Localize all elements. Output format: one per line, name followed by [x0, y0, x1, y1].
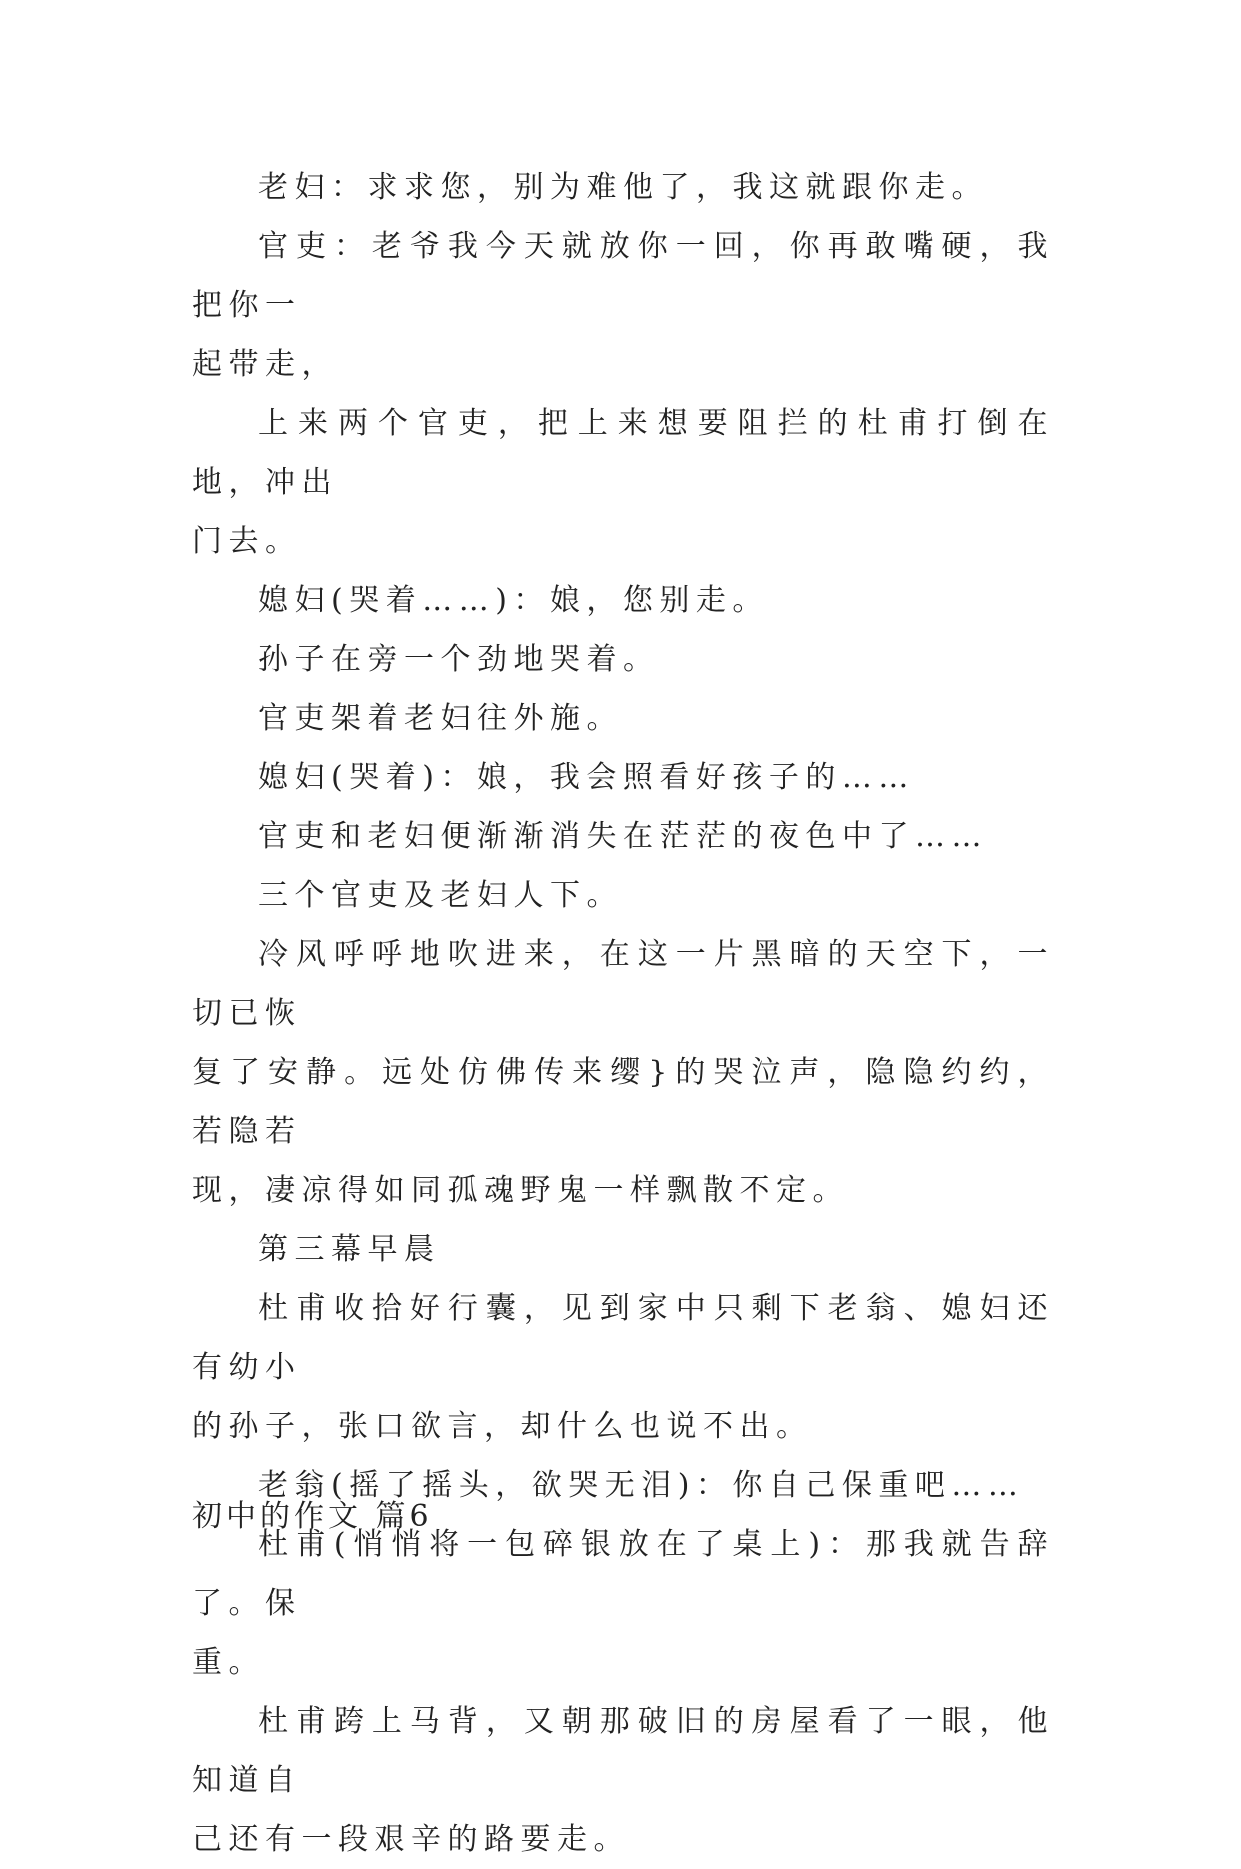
paragraph — [192, 925, 1054, 1220]
paragraph — [192, 630, 1054, 689]
text-line: 官吏架着老妇往外施。 — [258, 701, 623, 736]
paragraph — [192, 1515, 1054, 1692]
text-line: 老翁(摇了摇头，欲哭无泪)：你自己保重吧…… — [258, 1468, 1025, 1503]
paragraph — [192, 689, 1054, 748]
act-heading — [192, 1220, 1054, 1279]
text-line: 杜甫跨上马背，又朝那破旧的房屋看了一眼，他知道自 — [192, 1704, 1054, 1798]
text-line: 老妇：求求您，别为难他了，我这就跟你走。 — [258, 170, 988, 205]
text-line: 门去。 — [192, 524, 302, 559]
paragraph — [192, 158, 1054, 217]
section-heading: 初中的作文 篇6 — [192, 1499, 433, 1534]
paragraph — [192, 217, 1054, 394]
text-line: 重。 — [192, 1645, 265, 1680]
paragraph — [192, 1692, 1054, 1869]
paragraph — [192, 571, 1054, 630]
paragraph — [192, 1279, 1054, 1456]
text-line: 第三幕早晨 — [258, 1232, 441, 1267]
text-line: 杜甫(悄悄将一包碎银放在了桌上)：那我就告辞了。保 — [192, 1527, 1054, 1621]
paragraph — [192, 748, 1054, 807]
text-line: 杜甫收拾好行囊，见到家中只剩下老翁、媳妇还有幼小 — [192, 1291, 1054, 1385]
text-line: 官吏和老妇便渐渐消失在茫茫的夜色中了…… — [258, 819, 988, 854]
text-line: 冷风呼呼地吹进来，在这一片黑暗的天空下，一切已恢 — [192, 937, 1054, 1031]
paragraph — [192, 807, 1054, 866]
text-line: 的孙子，张口欲言，却什么也说不出。 — [192, 1409, 813, 1444]
text-line: 官吏：老爷我今天就放你一回，你再敢嘴硬，我把你一 — [192, 229, 1054, 323]
text-line: 现，凄凉得如同孤魂野鬼一样飘散不定。 — [192, 1173, 849, 1208]
text-line: 己还有一段艰辛的路要走。 — [192, 1822, 630, 1857]
text-line: 复了安静。远处仿佛传来缨}的哭泣声，隐隐约约，若隐若 — [192, 1055, 1054, 1149]
document-body — [192, 158, 1054, 1869]
text-line: 起带走， — [192, 347, 338, 382]
paragraph — [192, 394, 1054, 571]
text-line: 媳妇(哭着)：娘，我会照看好孩子的…… — [258, 760, 915, 795]
text-line: 三个官吏及老妇人下。 — [258, 878, 623, 913]
text-line: 上来两个官吏，把上来想要阻拦的杜甫打倒在地，冲出 — [192, 406, 1054, 500]
text-line: 孙子在旁一个劲地哭着。 — [258, 642, 660, 677]
paragraph — [192, 866, 1054, 925]
text-line: 媳妇(哭着……)：娘，您别走。 — [258, 583, 769, 618]
